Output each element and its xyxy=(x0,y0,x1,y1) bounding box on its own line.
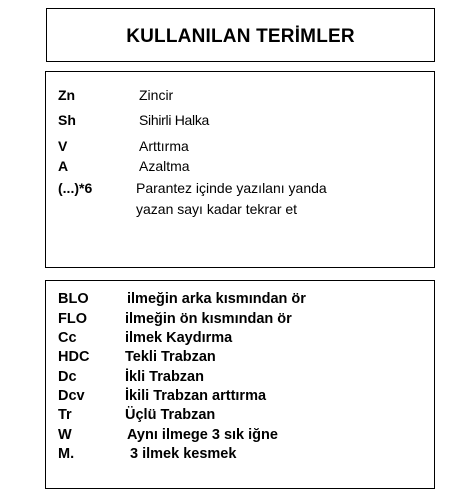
title-box xyxy=(46,8,435,62)
abbr-code: Dcv xyxy=(58,388,85,404)
term-code: Sh xyxy=(58,112,76,128)
abbr-desc: ilmeğin ön kısmından ör xyxy=(125,311,292,327)
term-desc: Sihirli Halka xyxy=(139,112,210,128)
abbreviations-box xyxy=(45,280,435,489)
term-code: (...)*6 xyxy=(58,180,93,196)
term-code: V xyxy=(58,138,68,154)
abbr-desc: Aynı ilmege 3 sık iğne xyxy=(127,427,278,443)
abbr-code: M. xyxy=(58,446,75,462)
abbr-desc: Tekli Trabzan xyxy=(125,349,216,365)
page-title: KULLANILAN TERİMLER xyxy=(126,26,355,47)
abbr-code: HDC xyxy=(58,349,90,365)
terms-box xyxy=(45,71,435,268)
abbr-code: Tr xyxy=(58,407,72,423)
abbr-code: FLO xyxy=(58,311,87,327)
abbr-desc: Üçlü Trabzan xyxy=(125,407,216,423)
abbr-desc: 3 ilmek kesmek xyxy=(130,446,237,462)
term-code: A xyxy=(58,158,69,174)
term-desc-continuation: yazan sayı kadar tekrar et xyxy=(136,201,298,217)
term-desc: Zincir xyxy=(139,87,174,103)
term-desc: Parantez içinde yazılanı yanda xyxy=(136,180,327,196)
abbr-desc: ilmek Kaydırma xyxy=(125,330,233,346)
abbr-code: Cc xyxy=(58,330,77,346)
abbr-code: BLO xyxy=(58,291,89,307)
abbr-desc: ilmeğin arka kısmından ör xyxy=(127,291,306,307)
abbr-desc: İkili Trabzan arttırma xyxy=(125,388,267,404)
term-code: Zn xyxy=(58,87,76,103)
abbr-code: W xyxy=(58,427,72,443)
abbr-desc: İkli Trabzan xyxy=(125,369,204,385)
abbr-code: Dc xyxy=(58,369,77,385)
term-desc: Azaltma xyxy=(139,158,190,174)
term-desc: Arttırma xyxy=(139,138,189,154)
